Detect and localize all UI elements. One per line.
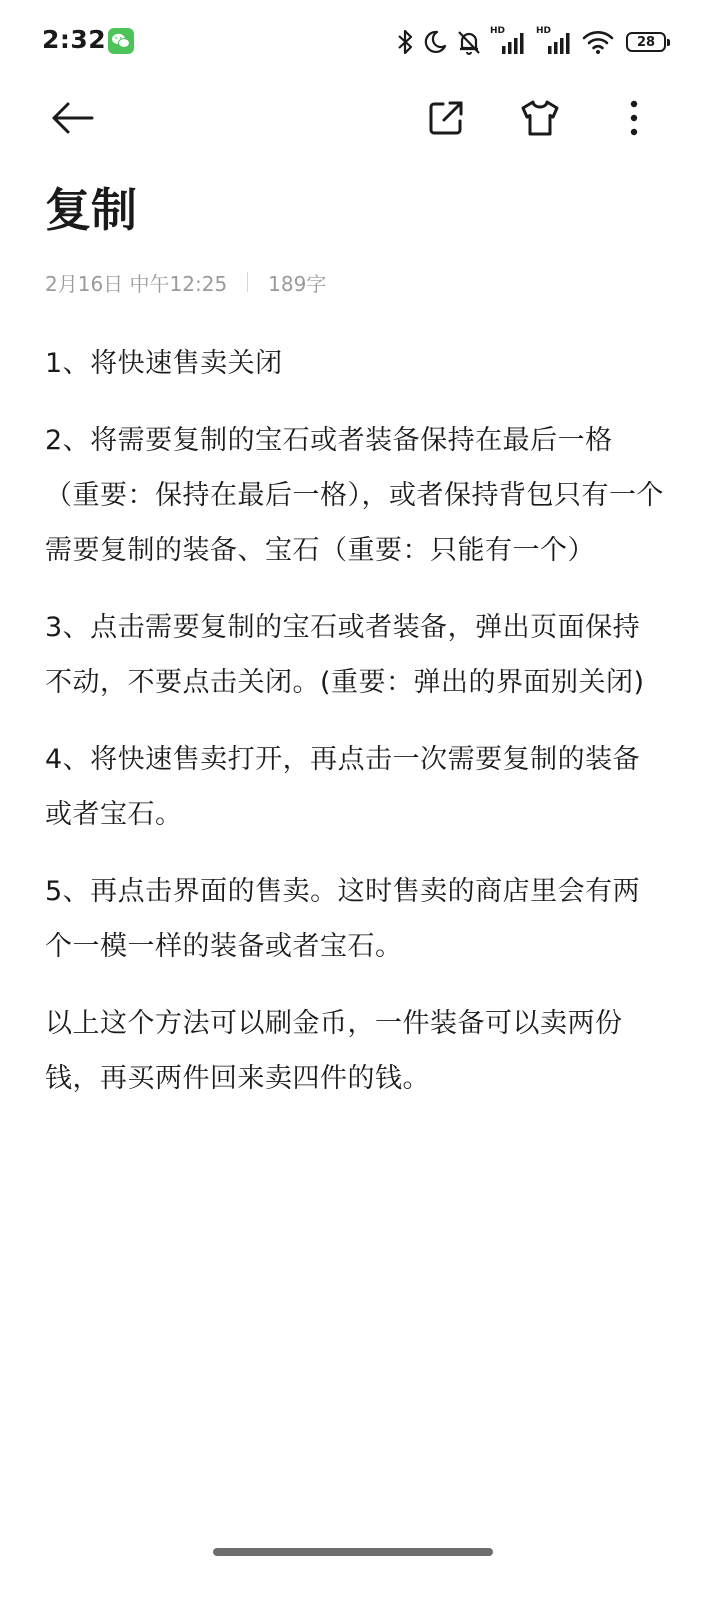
status-time: 2:32 — [42, 25, 107, 54]
note-paragraph[interactable]: 以上这个方法可以刷金币，一件装备可以卖两份钱，再买两件回来卖四件的钱。 — [45, 1008, 623, 1094]
note-paragraph[interactable]: 3、点击需要复制的宝石或者装备，弹出页面保持不动，不要点击关闭。(重要：弹出的界面别关闭) — [45, 612, 645, 698]
moon-icon — [422, 28, 448, 56]
share-icon — [426, 98, 466, 138]
note-toolbar — [0, 82, 720, 154]
home-indicator[interactable] — [213, 1548, 493, 1556]
note-meta — [45, 266, 326, 298]
note-paragraph[interactable]: 4、将快速售卖打开，再点击一次需要复制的装备或者宝石。 — [45, 744, 641, 830]
more-vertical-icon — [629, 100, 639, 136]
signal-icon — [536, 28, 574, 56]
theme-button[interactable] — [514, 92, 566, 144]
status-bar — [0, 0, 720, 82]
signal-hd-label: HD — [536, 26, 552, 36]
meta-divider — [247, 272, 248, 292]
note-body[interactable] — [45, 336, 665, 1128]
more-options-button[interactable] — [608, 92, 660, 144]
note-date: 2月16日 中午12:25 — [45, 271, 228, 296]
shirt-icon — [519, 99, 561, 137]
note-paragraph[interactable]: 2、将需要复制的宝石或者装备保持在最后一格（重要：保持在最后一格），或者保持背包只有一个需要复制的装备、宝石（重要：只能有一个） — [45, 425, 664, 566]
battery-icon — [626, 32, 666, 52]
note-word-count: 189字 — [268, 271, 327, 296]
share-button[interactable] — [420, 92, 472, 144]
signal-hd-label: HD — [490, 26, 506, 36]
wechat-icon — [108, 28, 134, 54]
note-paragraph[interactable]: 1、将快速售卖关闭 — [45, 348, 283, 379]
wifi-icon — [582, 28, 614, 56]
battery-level: 28 — [636, 34, 656, 50]
signal-icon — [490, 28, 528, 56]
back-arrow-icon — [50, 100, 94, 136]
status-icons — [396, 26, 666, 58]
note-title[interactable]: 复制 — [45, 183, 137, 237]
back-button[interactable] — [46, 92, 98, 144]
bell-off-icon — [456, 28, 482, 56]
bluetooth-icon — [396, 28, 414, 56]
note-paragraph[interactable]: 5、再点击界面的售卖。这时售卖的商店里会有两个一模一样的装备或者宝石。 — [45, 876, 641, 962]
